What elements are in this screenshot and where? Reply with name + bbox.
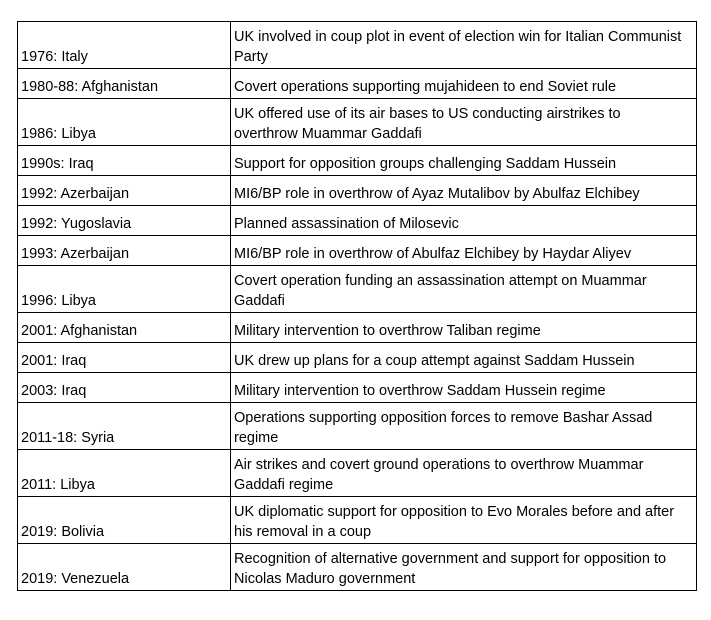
date-cell: 2019: Bolivia	[18, 497, 231, 544]
description-cell: Planned assassination of Milosevic	[231, 206, 697, 236]
table-row	[18, 99, 697, 146]
date-cell: 1990s: Iraq	[18, 146, 231, 176]
table-row	[18, 450, 697, 497]
description-cell: Military intervention to overthrow Taliban regime	[231, 313, 697, 343]
description-cell: Covert operations supporting mujahideen to end Soviet rule	[231, 69, 697, 99]
date-cell: 1992: Azerbaijan	[18, 176, 231, 206]
table-row	[18, 236, 697, 266]
date-cell: 2019: Venezuela	[18, 544, 231, 591]
description-cell: UK diplomatic support for opposition to Evo Morales before and after his removal in a coup	[231, 497, 697, 544]
date-cell: 2011: Libya	[18, 450, 231, 497]
table-row	[18, 343, 697, 373]
description-cell: Military intervention to overthrow Saddam Hussein regime	[231, 373, 697, 403]
date-cell: 1986: Libya	[18, 99, 231, 146]
interventions-table	[17, 21, 697, 591]
table-row	[18, 497, 697, 544]
description-cell: UK involved in coup plot in event of election win for Italian Communist Party	[231, 22, 697, 69]
date-cell: 1980-88: Afghanistan	[18, 69, 231, 99]
table-body	[18, 22, 697, 591]
description-cell: Covert operation funding an assassination attempt on Muammar Gaddafi	[231, 266, 697, 313]
description-cell: MI6/BP role in overthrow of Ayaz Mutalibov by Abulfaz Elchibey	[231, 176, 697, 206]
date-cell: 1996: Libya	[18, 266, 231, 313]
description-cell: UK drew up plans for a coup attempt against Saddam Hussein	[231, 343, 697, 373]
description-cell: Operations supporting opposition forces to remove Bashar Assad regime	[231, 403, 697, 450]
date-cell: 1976: Italy	[18, 22, 231, 69]
table-row	[18, 266, 697, 313]
table-row	[18, 373, 697, 403]
table-row	[18, 22, 697, 69]
table-row	[18, 176, 697, 206]
table-row	[18, 69, 697, 99]
table-row	[18, 403, 697, 450]
date-cell: 2001: Iraq	[18, 343, 231, 373]
description-cell: Support for opposition groups challenging Saddam Hussein	[231, 146, 697, 176]
date-cell: 2001: Afghanistan	[18, 313, 231, 343]
date-cell: 2003: Iraq	[18, 373, 231, 403]
date-cell: 1993: Azerbaijan	[18, 236, 231, 266]
description-cell: MI6/BP role in overthrow of Abulfaz Elchibey by Haydar Aliyev	[231, 236, 697, 266]
date-cell: 2011-18: Syria	[18, 403, 231, 450]
table-row	[18, 544, 697, 591]
description-cell: UK offered use of its air bases to US conducting airstrikes to overthrow Muammar Gaddafi	[231, 99, 697, 146]
table-row	[18, 146, 697, 176]
date-cell: 1992: Yugoslavia	[18, 206, 231, 236]
table-row	[18, 313, 697, 343]
table-row	[18, 206, 697, 236]
description-cell: Air strikes and covert ground operations to overthrow Muammar Gaddafi regime	[231, 450, 697, 497]
description-cell: Recognition of alternative government and support for opposition to Nicolas Maduro government	[231, 544, 697, 591]
